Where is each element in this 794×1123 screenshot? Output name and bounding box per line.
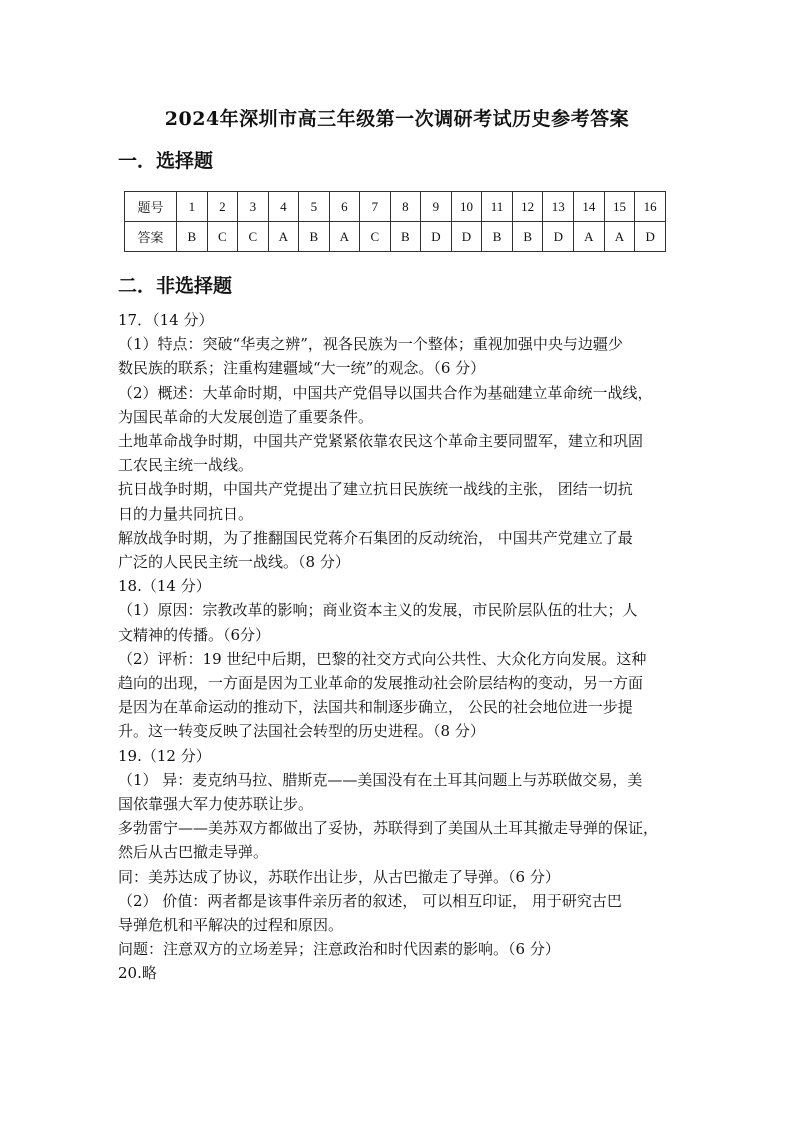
question-number: 2 <box>207 192 238 222</box>
question-number: 1 <box>177 192 208 222</box>
text-line: 然后从古巴撤走导弹。 <box>118 843 269 862</box>
answer-cell: A <box>574 222 605 252</box>
answer-cell: D <box>543 222 574 252</box>
answer-cell: B <box>299 222 330 252</box>
answer-cell: D <box>635 222 666 252</box>
section-heading-non-choice: 二．非选择题 <box>118 275 233 297</box>
text-line: 问题：注意双方的立场差异；注意政治和时代因素的影响。（6 分） <box>118 940 560 959</box>
text-line: （2）概述：大革命时期，中国共产党倡导以国共合作为基础建立革命统一战线， <box>118 383 653 402</box>
answer-cell: C <box>207 222 238 252</box>
section-heading-multiple-choice: 一．选择题 <box>118 150 214 172</box>
text-line: 是因为在革命运动的推动下，法国共和制逐步确立， 公民的社会地位进一步提 <box>118 698 633 717</box>
text-line: 20.略 <box>118 964 157 983</box>
text-line: 18.（14 分） <box>118 577 211 596</box>
text-line: 19.（12 分） <box>118 746 211 765</box>
row-label-answer: 答案 <box>125 222 177 252</box>
row-label-number: 题号 <box>125 192 177 222</box>
answer-cell: C <box>360 222 391 252</box>
text-line: 多勃雷宁——美苏双方都做出了妥协，苏联得到了美国从土耳其撤走导弹的保证， <box>118 819 659 838</box>
text-line: 17．（14 分） <box>118 311 214 329</box>
question-number: 8 <box>390 192 421 222</box>
answer-cell: D <box>451 222 482 252</box>
answer-cell: C <box>238 222 269 252</box>
answer-cell: A <box>604 222 635 252</box>
text-line: 日的力量共同抗日。 <box>118 504 254 523</box>
answer-table <box>124 191 666 252</box>
question-number: 11 <box>482 192 513 222</box>
question-number: 10 <box>451 192 482 222</box>
table-row-numbers <box>125 192 666 222</box>
question-number: 6 <box>329 192 360 222</box>
text-line: 国依靠强大军力使苏联让步。 <box>118 795 314 814</box>
text-line: 工农民主统一战线。 <box>118 456 254 475</box>
text-line: （2）评析：19 世纪中后期，巴黎的社交方式向公共性、大众化方向发展。这种 <box>118 649 647 668</box>
question-number: 9 <box>421 192 452 222</box>
text-line: （1） 异：麦克纳马拉、腊斯克——美国没有在土耳其问题上与苏联做交易，美 <box>118 770 643 789</box>
question-number: 13 <box>543 192 574 222</box>
text-line: 抗日战争时期，中国共产党提出了建立抗日民族统一战线的主张， 团结一切抗 <box>118 480 633 499</box>
text-line: 导弹危机和平解决的过程和原因。 <box>118 916 344 935</box>
question-number: 14 <box>574 192 605 222</box>
question-number: 3 <box>238 192 269 222</box>
text-line: 解放战争时期，为了推翻国民党蒋介石集团的反动统治， 中国共产党建立了最 <box>118 528 633 547</box>
answer-body <box>118 308 688 986</box>
text-line: 趋向的出现，一方面是因为工业革命的发展推动社会阶层结构的变动，另一方面 <box>118 674 644 693</box>
answer-cell: B <box>482 222 513 252</box>
question-number: 7 <box>360 192 391 222</box>
text-line: 升。这一转变反映了法国社会转型的历史进程。（8 分） <box>118 722 485 741</box>
text-line: 为国民革命的大发展创造了重要条件。 <box>118 407 374 426</box>
text-line: 文精神的传播。（6分） <box>118 625 271 644</box>
text-line: （2） 价值：两者都是该事件亲历者的叙述， 可以相互印证， 用于研究古巴 <box>118 891 622 910</box>
question-number: 12 <box>512 192 543 222</box>
text-line: 同：美苏达成了协议，苏联作出让步，从古巴撤走了导弹。（6 分） <box>118 867 560 886</box>
answer-cell: B <box>512 222 543 252</box>
answer-cell: B <box>390 222 421 252</box>
question-number: 16 <box>635 192 666 222</box>
text-line: （1）特点：突破“华夷之辨”，视各民族为一个整体；重视加强中央与边疆少 <box>118 335 623 354</box>
text-line: 广泛的人民民主统一战线。（8 分） <box>118 553 350 572</box>
question-number: 4 <box>268 192 299 222</box>
text-line: 数民族的联系；注重构建疆域“大一统”的观念。（6 分） <box>118 359 486 378</box>
table-row-answers <box>125 222 666 252</box>
question-number: 15 <box>604 192 635 222</box>
text-line: （1）原因：宗教改革的影响；商业资本主义的发展，市民阶层队伍的壮大；人 <box>118 601 638 620</box>
answer-cell: B <box>177 222 208 252</box>
answer-cell: A <box>268 222 299 252</box>
answer-cell: D <box>421 222 452 252</box>
question-number: 5 <box>299 192 330 222</box>
answer-cell: A <box>329 222 360 252</box>
text-line: 土地革命战争时期，中国共产党紧紧依靠农民这个革命主要同盟军，建立和巩固 <box>118 432 644 451</box>
page-title: 2024年深圳市高三年级第一次调研考试历史参考答案 <box>164 108 630 130</box>
